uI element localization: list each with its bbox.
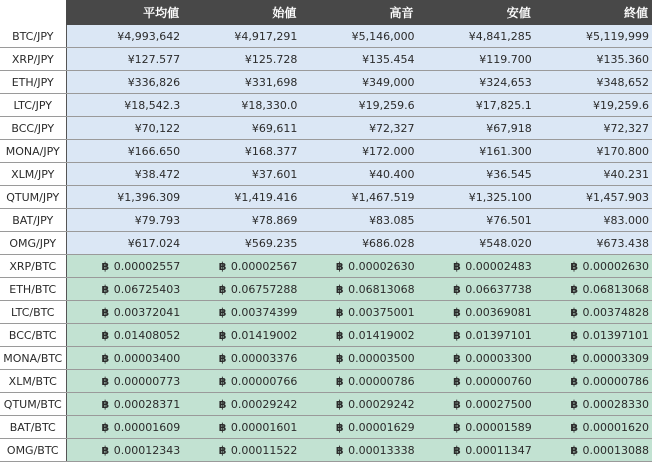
value-high: [300, 347, 417, 370]
value-open: [183, 416, 300, 439]
header-average: 平均値: [66, 0, 183, 25]
value-text: 0.00029242: [348, 397, 415, 411]
value-text: 0.00002557: [113, 259, 181, 273]
value-high: [300, 416, 417, 439]
bitcoin-symbol-icon: ฿: [335, 328, 344, 342]
bitcoin-symbol-icon: ฿: [453, 443, 461, 457]
value-text: 0.00002630: [582, 259, 649, 273]
bitcoin-symbol-icon: ฿: [335, 351, 344, 365]
pair-label: MONA/BTC: [0, 347, 66, 370]
value-text: 0.00000773: [113, 374, 181, 388]
header-low: 安値: [418, 0, 535, 25]
value-text: 0.00028330: [582, 397, 649, 411]
table-row: [0, 94, 652, 117]
value-low: ¥76.501: [418, 209, 535, 232]
bitcoin-symbol-icon: ฿: [101, 420, 110, 434]
bitcoin-symbol-icon: ฿: [570, 328, 579, 342]
pair-label: XRP/BTC: [0, 255, 66, 278]
value-average: ¥127.577: [66, 48, 183, 71]
value-low: [418, 439, 535, 462]
value-close: ¥348,652: [535, 71, 652, 94]
bitcoin-symbol-icon: ฿: [101, 374, 110, 388]
value-high: ¥686.028: [300, 232, 417, 255]
bitcoin-symbol-icon: ฿: [101, 305, 110, 319]
table-row: [0, 140, 652, 163]
value-average: ¥1,396.309: [66, 186, 183, 209]
bitcoin-symbol-icon: ฿: [101, 351, 110, 365]
value-low: [418, 347, 535, 370]
value-text: 0.00000766: [230, 374, 298, 388]
value-high: [300, 439, 417, 462]
table-row: [0, 163, 652, 186]
bitcoin-symbol-icon: ฿: [570, 282, 579, 296]
pair-label: LTC/JPY: [0, 94, 66, 117]
value-average: ¥166.650: [66, 140, 183, 163]
pair-label: BCC/JPY: [0, 117, 66, 140]
bitcoin-symbol-icon: ฿: [335, 420, 344, 434]
value-text: 0.01419002: [348, 328, 415, 342]
value-open: ¥37.601: [183, 163, 300, 186]
value-close: ¥5,119,999: [535, 25, 652, 48]
bitcoin-symbol-icon: ฿: [101, 259, 110, 273]
bitcoin-symbol-icon: ฿: [218, 397, 227, 411]
value-open: ¥331,698: [183, 71, 300, 94]
value-close: [535, 347, 652, 370]
value-open: ¥4,917,291: [183, 25, 300, 48]
value-open: ¥569.235: [183, 232, 300, 255]
bitcoin-symbol-icon: ฿: [218, 443, 227, 457]
header-corner: [0, 0, 66, 25]
value-text: 0.01408052: [113, 328, 181, 342]
value-average: [66, 278, 183, 301]
value-high: ¥1,467.519: [300, 186, 417, 209]
value-text: 0.00027500: [465, 397, 532, 411]
value-high: ¥19,259.6: [300, 94, 417, 117]
value-text: 0.00003376: [230, 351, 298, 365]
value-close: [535, 278, 652, 301]
value-average: ¥18,542.3: [66, 94, 183, 117]
bitcoin-symbol-icon: ฿: [453, 328, 461, 342]
value-open: [183, 278, 300, 301]
bitcoin-symbol-icon: ฿: [570, 397, 579, 411]
table-row: [0, 25, 652, 48]
table-row: [0, 71, 652, 94]
value-text: 0.00003500: [348, 351, 415, 365]
bitcoin-symbol-icon: ฿: [218, 282, 227, 296]
table-row: [0, 370, 652, 393]
header-high: 高音: [300, 0, 417, 25]
value-text: 0.00000786: [348, 374, 415, 388]
bitcoin-symbol-icon: ฿: [218, 420, 227, 434]
bitcoin-symbol-icon: ฿: [101, 328, 110, 342]
value-open: ¥168.377: [183, 140, 300, 163]
value-average: [66, 301, 183, 324]
value-text: 0.00001601: [230, 420, 298, 434]
bitcoin-symbol-icon: ฿: [453, 420, 461, 434]
value-text: 0.00001629: [348, 420, 415, 434]
value-high: [300, 255, 417, 278]
value-open: [183, 347, 300, 370]
value-low: [418, 301, 535, 324]
table-row: [0, 393, 652, 416]
bitcoin-symbol-icon: ฿: [335, 443, 344, 457]
value-close: ¥135.360: [535, 48, 652, 71]
bitcoin-symbol-icon: ฿: [335, 259, 344, 273]
pair-label: OMG/JPY: [0, 232, 66, 255]
value-close: ¥72,327: [535, 117, 652, 140]
bitcoin-symbol-icon: ฿: [101, 397, 110, 411]
pair-label: LTC/BTC: [0, 301, 66, 324]
table-row: [0, 347, 652, 370]
value-text: 0.00001609: [113, 420, 181, 434]
value-text: 0.00372041: [113, 305, 181, 319]
pair-label: ETH/JPY: [0, 71, 66, 94]
value-text: 0.00001589: [465, 420, 532, 434]
value-text: 0.00369081: [465, 305, 532, 319]
pair-label: XLM/JPY: [0, 163, 66, 186]
value-open: [183, 393, 300, 416]
value-close: ¥673.438: [535, 232, 652, 255]
value-text: 0.01397101: [465, 328, 532, 342]
bitcoin-symbol-icon: ฿: [453, 351, 461, 365]
value-low: [418, 370, 535, 393]
bitcoin-symbol-icon: ฿: [570, 374, 579, 388]
value-high: ¥5,146,000: [300, 25, 417, 48]
value-open: ¥78.869: [183, 209, 300, 232]
value-low: [418, 255, 535, 278]
value-open: [183, 439, 300, 462]
value-text: 0.00028371: [113, 397, 181, 411]
bitcoin-symbol-icon: ฿: [570, 443, 579, 457]
value-high: [300, 301, 417, 324]
value-text: 0.00375001: [348, 305, 415, 319]
bitcoin-symbol-icon: ฿: [453, 397, 461, 411]
value-close: [535, 324, 652, 347]
value-average: ¥79.793: [66, 209, 183, 232]
value-text: 0.00011522: [230, 443, 298, 457]
value-text: 0.00001620: [582, 420, 649, 434]
table-row: [0, 324, 652, 347]
bitcoin-symbol-icon: ฿: [570, 305, 579, 319]
value-average: ¥617.024: [66, 232, 183, 255]
value-low: [418, 416, 535, 439]
value-average: [66, 347, 183, 370]
value-low: ¥17,825.1: [418, 94, 535, 117]
table-row: [0, 416, 652, 439]
bitcoin-symbol-icon: ฿: [218, 259, 227, 273]
value-text: 0.01397101: [582, 328, 649, 342]
value-close: ¥19,259.6: [535, 94, 652, 117]
value-low: [418, 393, 535, 416]
pair-label: BAT/BTC: [0, 416, 66, 439]
table-row: [0, 186, 652, 209]
value-text: 0.00003309: [582, 351, 649, 365]
value-text: 0.00011347: [465, 443, 532, 457]
value-average: [66, 439, 183, 462]
table-row: [0, 301, 652, 324]
value-low: [418, 278, 535, 301]
value-text: 0.00000786: [582, 374, 649, 388]
value-low: ¥36.545: [418, 163, 535, 186]
header-open: 始値: [183, 0, 300, 25]
value-average: ¥38.472: [66, 163, 183, 186]
value-low: [418, 324, 535, 347]
bitcoin-symbol-icon: ฿: [570, 351, 579, 365]
value-average: [66, 370, 183, 393]
table-row: [0, 209, 652, 232]
table-row: [0, 439, 652, 462]
value-open: [183, 255, 300, 278]
value-text: 0.06725403: [113, 282, 181, 296]
value-text: 0.00003300: [465, 351, 532, 365]
bitcoin-symbol-icon: ฿: [570, 259, 579, 273]
value-close: [535, 393, 652, 416]
value-low: ¥161.300: [418, 140, 535, 163]
value-text: 0.00012343: [113, 443, 181, 457]
pair-label: BAT/JPY: [0, 209, 66, 232]
value-low: ¥324,653: [418, 71, 535, 94]
bitcoin-symbol-icon: ฿: [453, 259, 461, 273]
value-open: [183, 370, 300, 393]
bitcoin-symbol-icon: ฿: [218, 351, 227, 365]
value-high: [300, 324, 417, 347]
value-text: 0.00002630: [348, 259, 415, 273]
price-table-body: [0, 25, 652, 462]
value-high: ¥40.400: [300, 163, 417, 186]
value-text: 0.06813068: [348, 282, 415, 296]
value-average: ¥70,122: [66, 117, 183, 140]
bitcoin-symbol-icon: ฿: [335, 305, 344, 319]
value-low: ¥119.700: [418, 48, 535, 71]
value-average: [66, 324, 183, 347]
pair-label: MONA/JPY: [0, 140, 66, 163]
value-average: [66, 393, 183, 416]
bitcoin-symbol-icon: ฿: [570, 420, 579, 434]
value-open: ¥18,330.0: [183, 94, 300, 117]
value-high: ¥349,000: [300, 71, 417, 94]
value-high: ¥72,327: [300, 117, 417, 140]
value-high: ¥172.000: [300, 140, 417, 163]
value-low: ¥67,918: [418, 117, 535, 140]
header-row: [0, 0, 652, 25]
value-average: [66, 255, 183, 278]
value-text: 0.06813068: [582, 282, 649, 296]
value-high: ¥83.085: [300, 209, 417, 232]
value-average: ¥4,993,642: [66, 25, 183, 48]
pair-label: BCC/BTC: [0, 324, 66, 347]
value-close: ¥40.231: [535, 163, 652, 186]
value-text: 0.00374399: [230, 305, 298, 319]
value-close: ¥170.800: [535, 140, 652, 163]
table-row: [0, 232, 652, 255]
value-low: ¥4,841,285: [418, 25, 535, 48]
value-text: 0.00013088: [582, 443, 649, 457]
value-text: 0.06637738: [465, 282, 532, 296]
value-text: 0.00002483: [465, 259, 532, 273]
header-close: 終値: [535, 0, 652, 25]
value-high: ¥135.454: [300, 48, 417, 71]
value-close: [535, 439, 652, 462]
bitcoin-symbol-icon: ฿: [453, 374, 461, 388]
bitcoin-symbol-icon: ฿: [335, 282, 344, 296]
value-average: ¥336,826: [66, 71, 183, 94]
bitcoin-symbol-icon: ฿: [453, 282, 461, 296]
pair-label: QTUM/JPY: [0, 186, 66, 209]
bitcoin-symbol-icon: ฿: [335, 397, 344, 411]
value-open: ¥125.728: [183, 48, 300, 71]
value-close: ¥83.000: [535, 209, 652, 232]
value-text: 0.00374828: [582, 305, 649, 319]
value-close: [535, 416, 652, 439]
value-text: 0.01419002: [230, 328, 298, 342]
bitcoin-symbol-icon: ฿: [335, 374, 344, 388]
value-text: 0.00003400: [113, 351, 181, 365]
value-high: [300, 393, 417, 416]
table-row: [0, 255, 652, 278]
value-open: [183, 324, 300, 347]
value-close: [535, 255, 652, 278]
value-open: ¥1,419.416: [183, 186, 300, 209]
bitcoin-symbol-icon: ฿: [101, 282, 110, 296]
pair-label: ETH/BTC: [0, 278, 66, 301]
value-high: [300, 278, 417, 301]
value-text: 0.00000760: [465, 374, 532, 388]
value-close: [535, 301, 652, 324]
value-close: [535, 370, 652, 393]
pair-label: OMG/BTC: [0, 439, 66, 462]
pair-label: XRP/JPY: [0, 48, 66, 71]
value-text: 0.00029242: [230, 397, 298, 411]
value-low: ¥1,325.100: [418, 186, 535, 209]
bitcoin-symbol-icon: ฿: [218, 328, 227, 342]
pair-label: BTC/JPY: [0, 25, 66, 48]
value-text: 0.06757288: [230, 282, 298, 296]
value-close: ¥1,457.903: [535, 186, 652, 209]
bitcoin-symbol-icon: ฿: [453, 305, 461, 319]
bitcoin-symbol-icon: ฿: [218, 374, 227, 388]
value-average: [66, 416, 183, 439]
value-text: 0.00013338: [348, 443, 415, 457]
bitcoin-symbol-icon: ฿: [218, 305, 227, 319]
value-open: ¥69,611: [183, 117, 300, 140]
value-open: [183, 301, 300, 324]
pair-label: XLM/BTC: [0, 370, 66, 393]
table-row: [0, 117, 652, 140]
value-text: 0.00002567: [230, 259, 298, 273]
bitcoin-symbol-icon: ฿: [101, 443, 110, 457]
table-row: [0, 48, 652, 71]
value-low: ¥548.020: [418, 232, 535, 255]
value-high: [300, 370, 417, 393]
pair-label: QTUM/BTC: [0, 393, 66, 416]
table-row: [0, 278, 652, 301]
